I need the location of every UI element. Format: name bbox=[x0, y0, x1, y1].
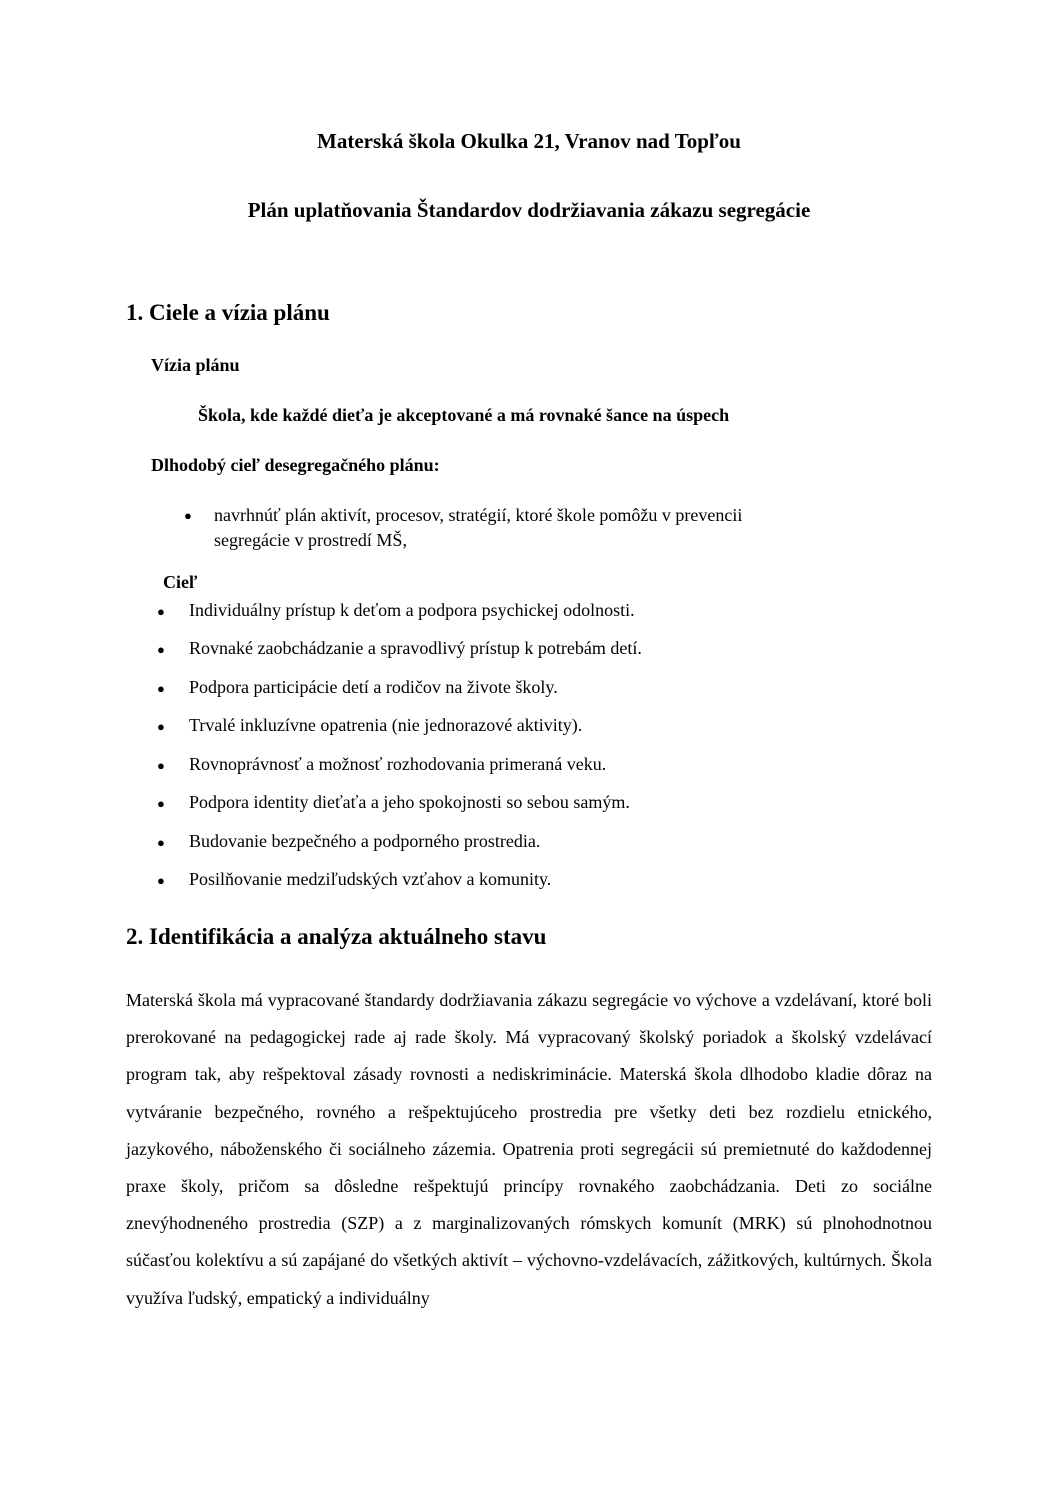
bullet-icon: ● bbox=[157, 873, 165, 888]
goal-item: Individuálny prístup k deťom a podpora psychickej odolnosti. bbox=[189, 600, 635, 620]
school-title: Materská škola Okulka 21, Vranov nad Topľou bbox=[317, 129, 741, 153]
plan-title: Plán uplatňovania Štandardov dodržiavania zákazu segregácie bbox=[247, 198, 811, 222]
goal-item: Podpora identity dieťaťa a jeho spokojnosti so sebou samým. bbox=[189, 792, 630, 812]
bullet-icon: ● bbox=[184, 508, 192, 523]
goal-item: Posilňovanie medziľudských vzťahov a komunity. bbox=[189, 869, 552, 889]
longterm-item-line1: navrhnúť plán aktivít, procesov, stratégií, ktoré škole pomôžu v prevencii bbox=[214, 505, 743, 525]
goal-item: Podpora participácie detí a rodičov na živote školy. bbox=[189, 677, 558, 697]
vision-label: Vízia plánu bbox=[151, 355, 240, 375]
longterm-label: Dlhodobý cieľ desegregačného plánu: bbox=[151, 455, 440, 475]
goal-item: Trvalé inkluzívne opatrenia (nie jednorazové aktivity). bbox=[189, 715, 583, 735]
bullet-icon: ● bbox=[157, 796, 165, 811]
bullet-icon: ● bbox=[157, 604, 165, 619]
section2-heading: 2. Identifikácia a analýza aktuálneho stavu bbox=[126, 924, 547, 949]
vision-text: Škola, kde každé dieťa je akceptované a má rovnaké šance na úspech bbox=[198, 405, 730, 425]
bullet-icon: ● bbox=[157, 758, 165, 773]
goal-item: Rovnaké zaobchádzanie a spravodlivý prístup k potrebám detí. bbox=[189, 638, 642, 658]
bullet-icon: ● bbox=[157, 681, 165, 696]
longterm-item-line2: segregácie v prostredí MŠ, bbox=[214, 530, 407, 550]
bullet-icon: ● bbox=[157, 642, 165, 657]
goal-label: Cieľ bbox=[163, 572, 198, 592]
bullet-icon: ● bbox=[157, 719, 165, 734]
section1-heading: 1. Ciele a vízia plánu bbox=[126, 300, 330, 325]
section2-paragraph: Materská škola má vypracované štandardy dodržiavania zákazu segregácie vo výchove a vzdelávaní, ktoré boli prerokované na pedagogickej rade aj rade školy. Má vypracovaný školský poriadok a školský vzdelávací program tak, aby rešpektoval zásady rovnosti a nediskriminácie. Materská škola dlhodobo kladie dôraz na vytváranie bezpečného, rovného a rešpektujúceho prostredia pre všetky deti bez rozdielu etnického, jazykového, náboženského či sociálneho zázemia. Opatrenia proti segregácii sú premietnuté do každodennej praxe školy, pričom sa dôsledne rešpektujú princípy rovnakého zaobchádzania. Deti zo sociálne znevýhodneného prostredia (SZP) a z marginalizovaných rómskych komunít (MRK) sú plnohodnotnou súčasťou kolektívu a sú zapájané do všetkých aktivít – výchovno-vzdelávacích, zážitkových, kultúrnych. Škola využíva ľudský, empatický a individuálny bbox=[126, 990, 932, 1308]
goal-item: Budovanie bezpečného a podporného prostredia. bbox=[189, 831, 541, 851]
goal-item: Rovnoprávnosť a možnosť rozhodovania primeraná veku. bbox=[189, 754, 607, 774]
bullet-icon: ● bbox=[157, 835, 165, 850]
